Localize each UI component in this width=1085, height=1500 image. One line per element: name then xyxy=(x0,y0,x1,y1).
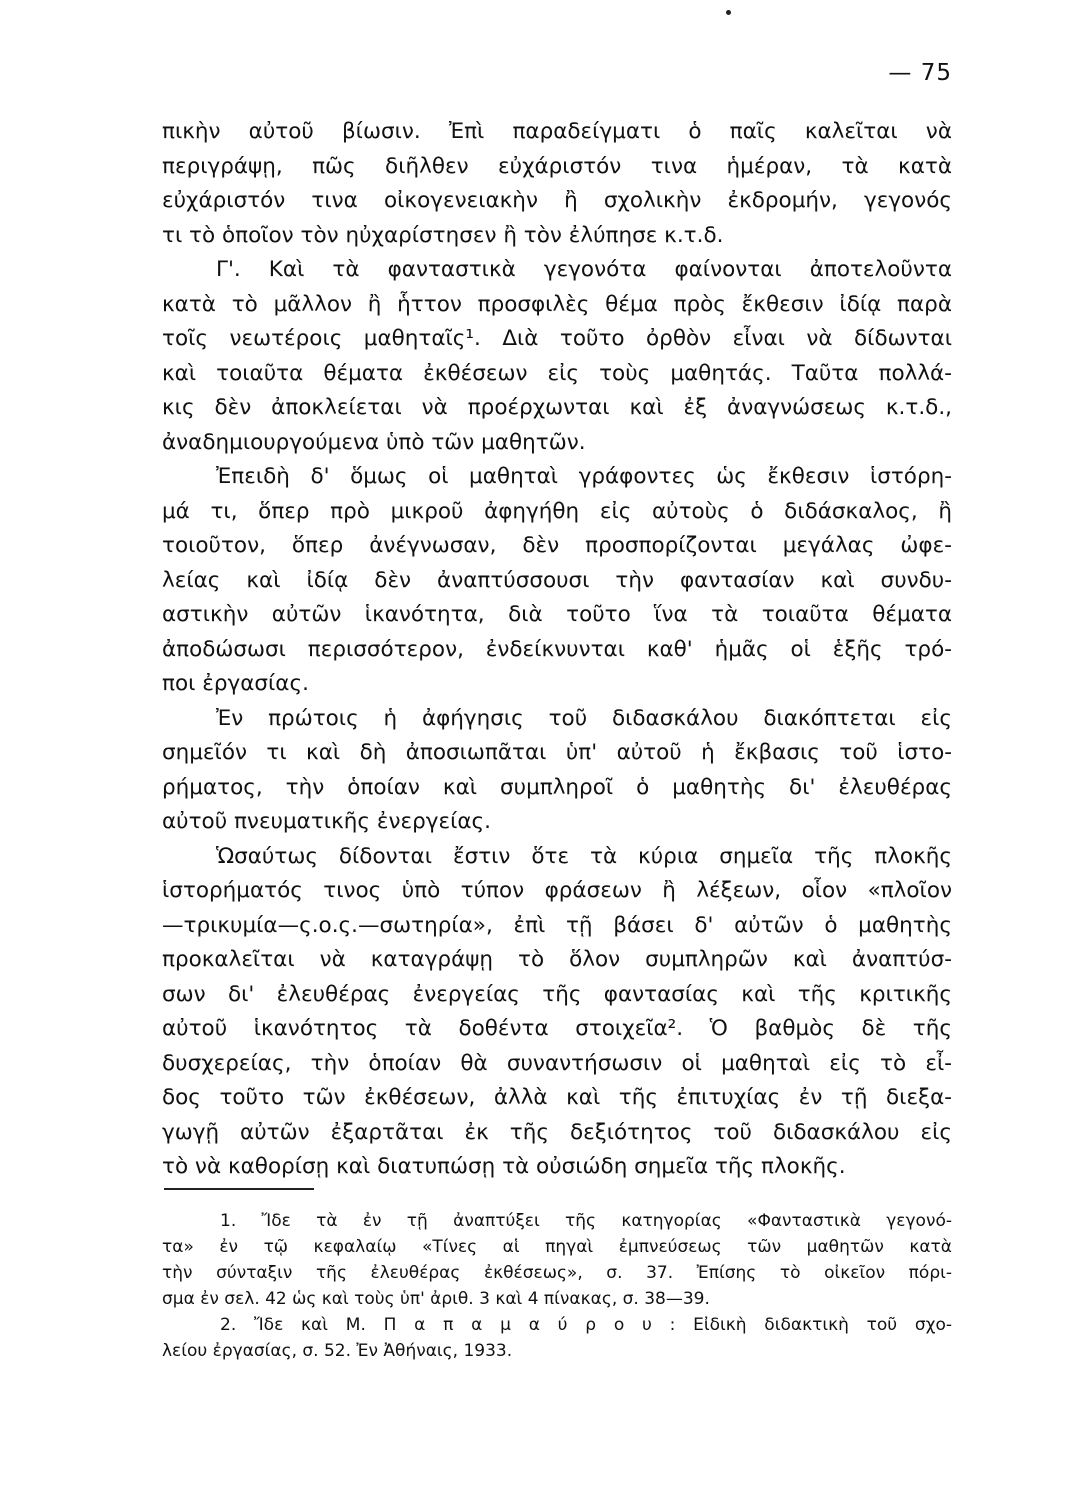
footnote-line: 2. Ἴδε καὶ Μ. Π α π α μ α ύ ρ ο υ : Εἰδικὴ διδακτικὴ τοῦ σχο- xyxy=(220,1315,952,1335)
text-line: εὐχάριστόν τινα οἰκογενειακὴν ἢ σχολικὴν ἐκδρομήν, γεγονός xyxy=(162,188,952,213)
footnote-line: λείου ἐργασίας, σ. 52. Ἐν Ἀθήναις, 1933. xyxy=(162,1341,513,1361)
text-line: ἀποδώσωσι περισσότερον, ἐνδείκνυνται καθ' ἡμᾶς οἱ ἑξῆς τρό- xyxy=(162,636,952,662)
text-line: ἱστορήματός τινος ὑπὸ τύπον φράσεων ἢ λέξεων, οἷον «πλοῖον xyxy=(162,878,952,903)
text-line: λείας καὶ ἰδίᾳ δὲν ἀναπτύσσουσι τὴν φαντασίαν καὶ συνδυ- xyxy=(162,567,952,593)
text-line: Ἐπειδὴ δ' ὅμως οἱ μαθηταὶ γράφοντες ὡς ἔκθεσιν ἱστόρη- xyxy=(216,464,952,489)
text-line: τὸ νὰ καθορίσῃ καὶ διατυπώσῃ τὰ οὐσιώδη σημεῖα τῆς πλοκῆς. xyxy=(162,1154,846,1179)
footnote-line: τα» ἐν τῷ κεφαλαίῳ «Τίνες αἱ πηγαὶ ἐμπνεύσεως τῶν μαθητῶν κατὰ xyxy=(162,1237,952,1257)
text-line: αὐτοῦ ἱκανότητος τὰ δοθέντα στοιχεῖα². Ὁ βαθμὸς δὲ τῆς xyxy=(162,1016,952,1041)
text-line: Ὡσαύτως δίδονται ἔστιν ὅτε τὰ κύρια σημεῖα τῆς πλοκῆς xyxy=(216,843,952,869)
text-line: αὐτοῦ πνευματικῆς ἐνεργείας. xyxy=(162,809,491,834)
footnote-separator xyxy=(164,1188,314,1190)
footnote-line: 1. Ἴδε τὰ ἐν τῇ ἀναπτύξει τῆς κατηγορίας «Φανταστικὰ γεγονό- xyxy=(220,1211,952,1231)
text-line: προκαλεῖται νὰ καταγράψῃ τὸ ὅλον συμπληρῶν καὶ ἀναπτύσ- xyxy=(162,947,952,972)
text-line: αστικὴν αὐτῶν ἱκανότητα, διὰ τοῦτο ἵνα τὰ τοιαῦτα θέματα xyxy=(162,602,952,627)
footnote-line: τὴν σύνταξιν τῆς ἐλευθέρας ἐκθέσεως», σ. 37. Ἐπίσης τὸ οἰκεῖον πόρι- xyxy=(162,1263,952,1283)
text-line: τι τὸ ὁποῖον τὸν ηὐχαρίστησεν ἢ τὸν ἐλύπησε κ.τ.δ. xyxy=(162,222,724,248)
text-line: πικὴν αὐτοῦ βίωσιν. Ἐπὶ παραδείγματι ὁ παῖς καλεῖται νὰ xyxy=(162,119,952,144)
text-line: ποι ἐργασίας. xyxy=(162,671,309,696)
text-line: δος τοῦτο τῶν ἐκθέσεων, ἀλλὰ καὶ τῆς ἐπιτυχίας ἐν τῇ διεξα- xyxy=(162,1085,952,1110)
footnote-line: σμα ἐν σελ. 42 ὡς καὶ τοὺς ὑπ' ἀριθ. 3 καὶ 4 πίνακας, σ. 38—39. xyxy=(162,1289,710,1309)
text-line: περιγράψῃ, πῶς διῆλθεν εὐχάριστόν τινα ἡμέραν, τὰ κατὰ xyxy=(162,153,952,179)
text-line: Γ'. Καὶ τὰ φανταστικὰ γεγονότα φαίνονται ἀποτελοῦντα xyxy=(216,257,952,282)
text-line: μά τι, ὅπερ πρὸ μικροῦ ἀφηγήθη εἰς αὐτοὺς ὁ διδάσκαλος, ἢ xyxy=(162,498,952,524)
page-number: — 75 xyxy=(888,60,952,86)
text-line: τοῖς νεωτέροις μαθηταῖς¹. Διὰ τοῦτο ὀρθὸν εἶναι νὰ δίδωνται xyxy=(162,326,952,351)
text-line: Ἐν πρώτοις ἡ ἀφήγησις τοῦ διδασκάλου διακόπτεται εἰς xyxy=(216,705,952,731)
text-line: γωγῇ αὐτῶν ἐξαρτᾶται ἐκ τῆς δεξιότητος τοῦ διδασκάλου εἰς xyxy=(162,1119,952,1145)
text-line: ἀναδημιουργούμενα ὑπὸ τῶν μαθητῶν. xyxy=(162,429,586,455)
footnotes xyxy=(162,1208,952,1364)
text-line: κις δὲν ἀποκλείεται νὰ προέρχωνται καὶ ἐξ ἀναγνώσεως κ.τ.δ., xyxy=(162,395,952,420)
text-line: σημεῖόν τι καὶ δὴ ἀποσιωπᾶται ὑπ' αὐτοῦ ἡ ἔκβασις τοῦ ἱστο- xyxy=(162,740,952,765)
text-line: τοιοῦτον, ὅπερ ἀνέγνωσαν, δὲν προσπορίζονται μεγάλας ὠφε- xyxy=(162,533,952,558)
text-line: καὶ τοιαῦτα θέματα ἐκθέσεων εἰς τοὺς μαθητάς. Ταῦτα πολλά- xyxy=(162,360,952,386)
body-text xyxy=(162,115,952,1185)
ink-speck xyxy=(726,10,731,15)
text-line: σων δι' ἐλευθέρας ἐνεργείας τῆς φαντασίας καὶ τῆς κριτικῆς xyxy=(162,981,952,1007)
text-line: ρήματος, τὴν ὁποίαν καὶ συμπληροῖ ὁ μαθητὴς δι' ἐλευθέρας xyxy=(162,774,952,800)
text-line: κατὰ τὸ μᾶλλον ἢ ἧττον προσφιλὲς θέμα πρὸς ἔκθεσιν ἰδίᾳ παρὰ xyxy=(162,291,952,317)
text-line: δυσχερείας, τὴν ὁποίαν θὰ συναντήσωσιν οἱ μαθηταὶ εἰς τὸ εἶ- xyxy=(162,1050,952,1076)
text-line: —τρικυμία—ς.ο.ς.—σωτηρία», ἐπὶ τῇ βάσει δ' αὐτῶν ὁ μαθητὴς xyxy=(162,912,952,938)
